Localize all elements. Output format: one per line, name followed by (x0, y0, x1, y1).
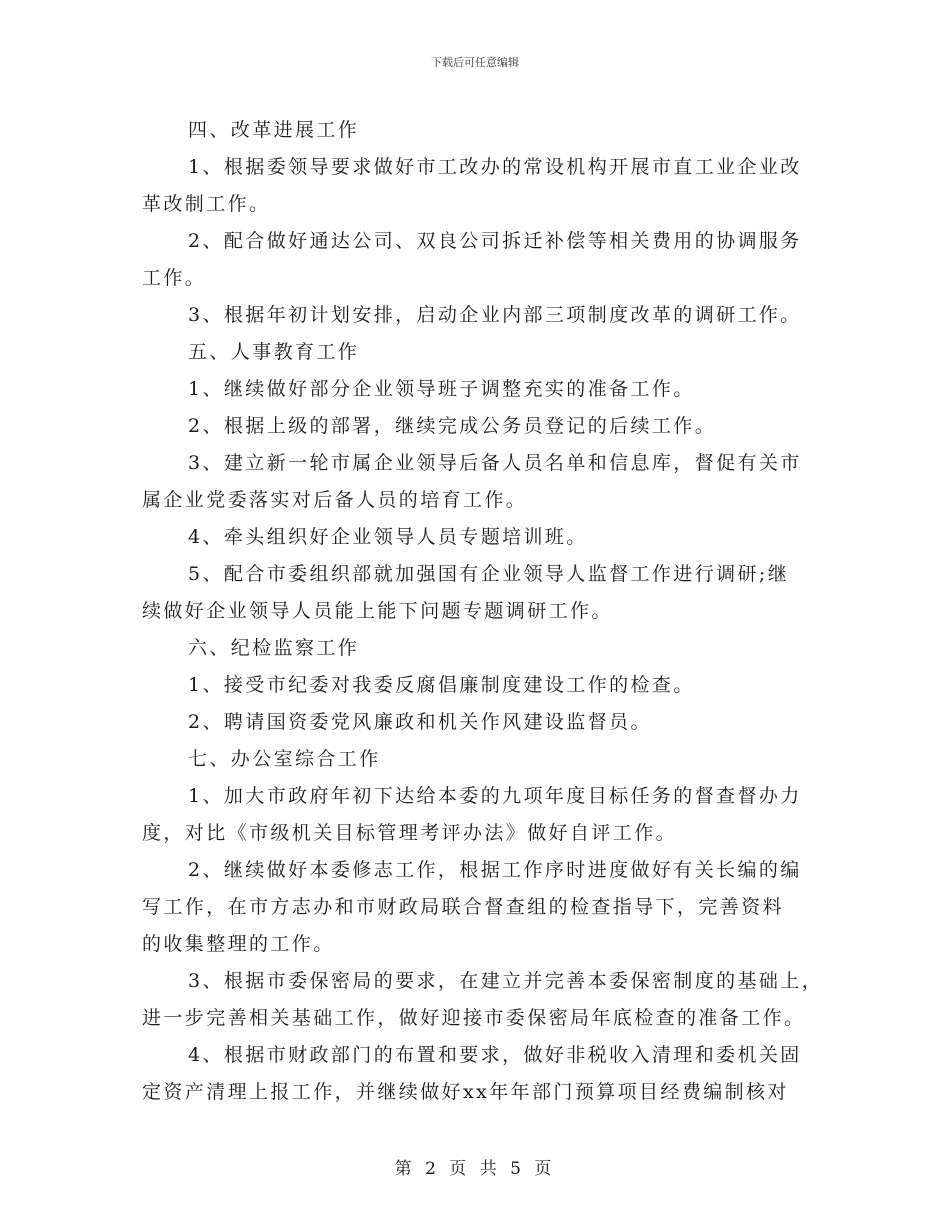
paragraph (142, 149, 812, 223)
paragraph (142, 371, 812, 408)
paragraph (142, 556, 812, 630)
text-line: 属企业党委落实对后备人员的培育工作。 (142, 489, 528, 511)
paragraph (142, 778, 812, 852)
text-line: 2、继续做好本委修志工作，根据工作序时进度做好有关长编的编 (188, 859, 802, 881)
paragraph (142, 704, 812, 741)
document-body (142, 112, 824, 1111)
text-line: 进一步完善相关基础工作，做好迎接市委保密局年底检查的准备工作。 (142, 1007, 806, 1029)
text-line: 度，对比《市级机关目标管理考评办法》做好自评工作。 (142, 822, 678, 844)
paragraph (142, 852, 812, 963)
text-line: 2、配合做好通达公司、双良公司拆迁补偿等相关费用的协调服务 (188, 230, 802, 252)
paragraph (142, 223, 812, 297)
text-line: 定资产清理上报工作，并继续做好xx年年部门预算项目经费编制核对 (142, 1081, 789, 1103)
text-line: 续做好企业领导人员能上能下问题专题调研工作。 (142, 600, 613, 622)
paragraph (142, 334, 812, 371)
paragraph (142, 1037, 812, 1111)
text-line: 1、继续做好部分企业领导班子调整充实的准备工作。 (188, 378, 695, 400)
paragraph (142, 112, 812, 149)
text-line: 工作。 (142, 267, 207, 289)
paragraph (142, 519, 812, 556)
paragraph (142, 630, 812, 667)
text-line: 4、牵头组织好企业领导人员专题培训班。 (188, 526, 588, 548)
page-header: 下载后可任意编辑 (431, 56, 519, 69)
text-line: 的收集整理的工作。 (142, 933, 335, 955)
text-line: 4、根据市财政部门的布置和要求，做好非税收入清理和委机关固 (188, 1044, 802, 1066)
page-number: 第 2 页 共 5 页 (394, 1159, 556, 1179)
paragraph (142, 963, 824, 1037)
text-line: 革改制工作。 (142, 193, 271, 215)
text-line: 3、建立新一轮市属企业领导后备人员名单和信息库，督促有关市 (188, 452, 802, 474)
text-line: 六、纪检监察工作 (188, 637, 360, 659)
paragraph (142, 445, 812, 519)
text-line: 五、人事教育工作 (188, 341, 360, 363)
paragraph (142, 741, 812, 778)
paragraph (142, 297, 812, 334)
text-line: 四、改革进展工作 (188, 119, 360, 141)
text-line: 七、办公室综合工作 (188, 748, 381, 770)
text-line: 1、根据委领导要求做好市工改办的常设机构开展市直工业企业改 (188, 156, 802, 178)
text-line: 2、根据上级的部署，继续完成公务员登记的后续工作。 (188, 415, 717, 437)
paragraph (142, 667, 812, 704)
text-line: 1、接受市纪委对我委反腐倡廉制度建设工作的检查。 (188, 674, 695, 696)
text-line: 1、加大市政府年初下达给本委的九项年度目标任务的督查督办力 (188, 785, 802, 807)
text-line: 3、根据年初计划安排，启动企业内部三项制度改革的调研工作。 (188, 304, 802, 326)
text-line: 5、配合市委组织部就加强国有企业领导人监督工作进行调研;继 (188, 563, 790, 585)
paragraph (142, 408, 812, 445)
text-line: 3、根据市委保密局的要求，在建立并完善本委保密制度的基础上， (188, 970, 824, 992)
text-line: 写工作，在市方志办和市财政局联合督查组的检查指导下，完善资料 (142, 896, 785, 918)
text-line: 2、聘请国资委党风廉政和机关作风建设监督员。 (188, 711, 652, 733)
